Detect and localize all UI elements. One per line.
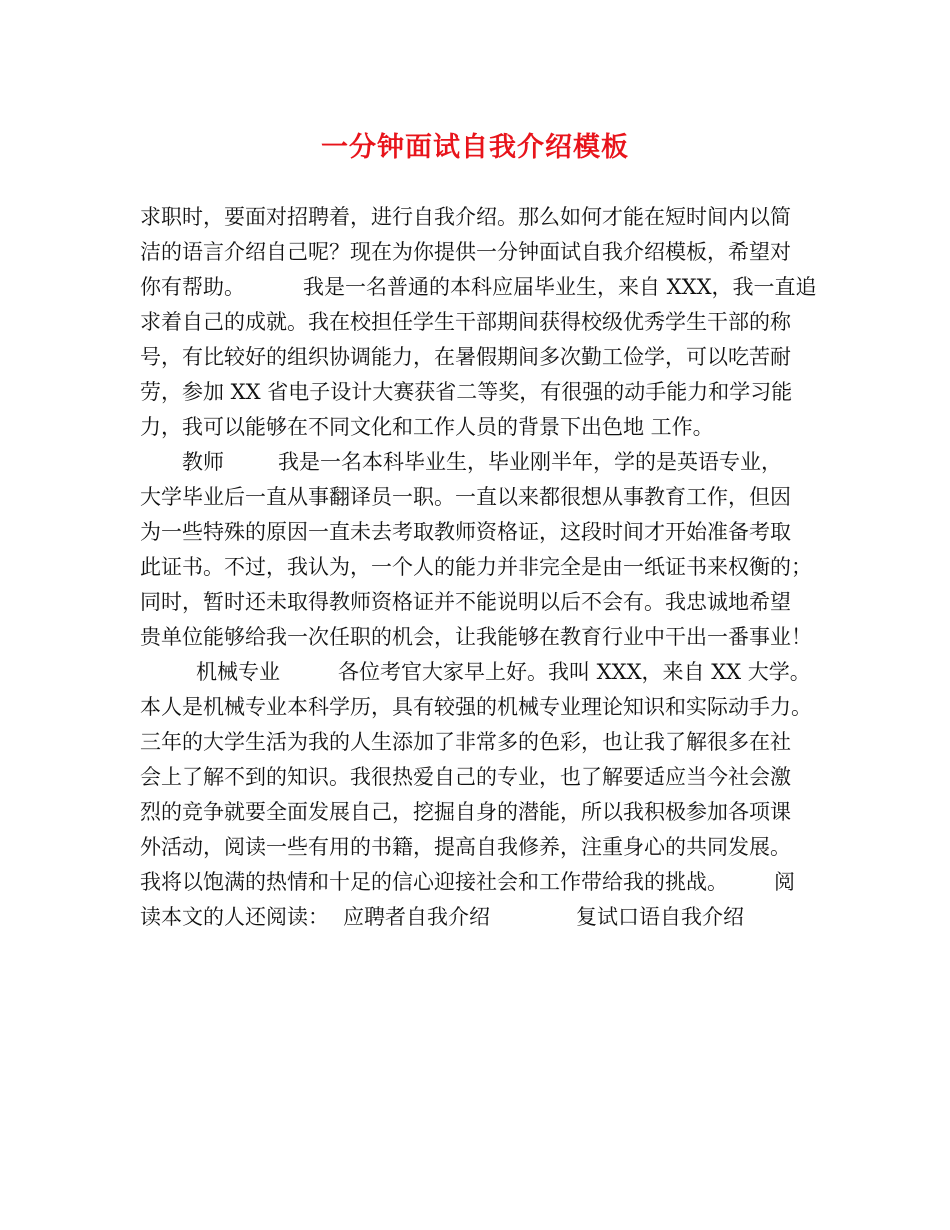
text-run: 你有帮助。 bbox=[140, 275, 245, 299]
body-line bbox=[140, 375, 830, 410]
text-run: 求着自己的成就。我在校担任学生干部期间获得校级优秀学生干部的称 bbox=[140, 310, 791, 334]
text-run: 为一些特殊的原因一直未去考取教师资格证，这段时间才开始准备考取 bbox=[140, 520, 791, 544]
body-line bbox=[140, 690, 830, 725]
text-run: 外活动，阅读一些有用的书籍，提高自我修养，注重身心的共同发展。 bbox=[140, 835, 791, 859]
text-run: 求职时，要面对招聘着，进行自我介绍。那么如何才能在短时间内以简 bbox=[140, 205, 791, 229]
text-run: 阅 bbox=[774, 870, 795, 894]
text-run: 力，我可以能够在不同文化和工作人员的背景下出色地 工作。 bbox=[140, 415, 714, 439]
text-run: 贵单位能够给我一次任职的机会，让我能够在教育行业中干出一番事业！ bbox=[140, 625, 812, 649]
text-run: 会上了解不到的知识。我很热爱自己的专业，也了解要适应当今社会激 bbox=[140, 765, 791, 789]
text-run: 我将以饱满的热情和十足的信心迎接社会和工作带给我的挑战。 bbox=[140, 870, 728, 894]
body-line bbox=[140, 900, 830, 935]
body-line bbox=[140, 410, 830, 445]
text-run: 洁的语言介绍自己呢？现在为你提供一分钟面试自我介绍模板，希望对 bbox=[140, 240, 791, 264]
body-line bbox=[140, 760, 830, 795]
text-run: 烈的竞争就要全面发展自己，挖掘自身的潜能，所以我积极参加各项课 bbox=[140, 800, 791, 824]
text-run: 号，有比较好的组织协调能力，在暑假期间多次勤工俭学，可以吃苦耐 bbox=[140, 345, 791, 369]
body-line bbox=[140, 340, 830, 375]
body-line bbox=[140, 830, 830, 865]
body-line bbox=[140, 235, 830, 270]
text-run: 我是一名本科毕业生，毕业刚半年，学的是英语专业， bbox=[278, 450, 782, 474]
text-run: 三年的大学生活为我的人生添加了非常多的色彩，也让我了解很多在社 bbox=[140, 730, 791, 754]
body-line bbox=[140, 480, 830, 515]
body-line bbox=[140, 200, 830, 235]
text-run: 各位考官大家早上好。我叫 XXX，来自 XX 大学。 bbox=[338, 660, 811, 684]
related-link-retest-oral-intro[interactable]: 复试口语自我介绍 bbox=[576, 905, 744, 929]
body-line bbox=[140, 445, 830, 480]
section-label-mechanical: 机械专业 bbox=[196, 660, 280, 684]
body-line bbox=[140, 725, 830, 760]
text-run: 我是一名普通的本科应届毕业生，来自 XXX，我一直追 bbox=[303, 275, 817, 299]
text-run: 此证书。不过，我认为，一个人的能力并非完全是由一纸证书来权衡的； bbox=[140, 555, 812, 579]
document-title: 一分钟面试自我介绍模板 bbox=[321, 132, 629, 163]
related-link-applicant-intro[interactable]: 应聘者自我介绍 bbox=[343, 905, 490, 929]
section-label-teacher: 教师 bbox=[182, 450, 224, 474]
text-run: 本人是机械专业本科学历，具有较强的机械专业理论知识和实际动手力。 bbox=[140, 695, 812, 719]
body-line bbox=[140, 515, 830, 550]
body-line bbox=[140, 270, 830, 305]
text-run: 大学毕业后一直从事翻译员一职。一直以来都很想从事教育工作，但因 bbox=[140, 485, 791, 509]
text-run: 劳，参加 XX 省电子设计大赛获省二等奖，有很强的动手能力和学习能 bbox=[140, 380, 793, 404]
document-body bbox=[140, 200, 830, 935]
related-reading-label: 读本文的人还阅读： bbox=[140, 905, 329, 929]
body-line bbox=[140, 585, 830, 620]
body-line bbox=[140, 655, 830, 690]
text-run: 同时，暂时还未取得教师资格证并不能说明以后不会有。我忠诚地希望 bbox=[140, 590, 791, 614]
body-line bbox=[140, 305, 830, 340]
body-line bbox=[140, 795, 830, 830]
body-line bbox=[140, 550, 830, 585]
body-line bbox=[140, 620, 830, 655]
body-line bbox=[140, 865, 830, 900]
